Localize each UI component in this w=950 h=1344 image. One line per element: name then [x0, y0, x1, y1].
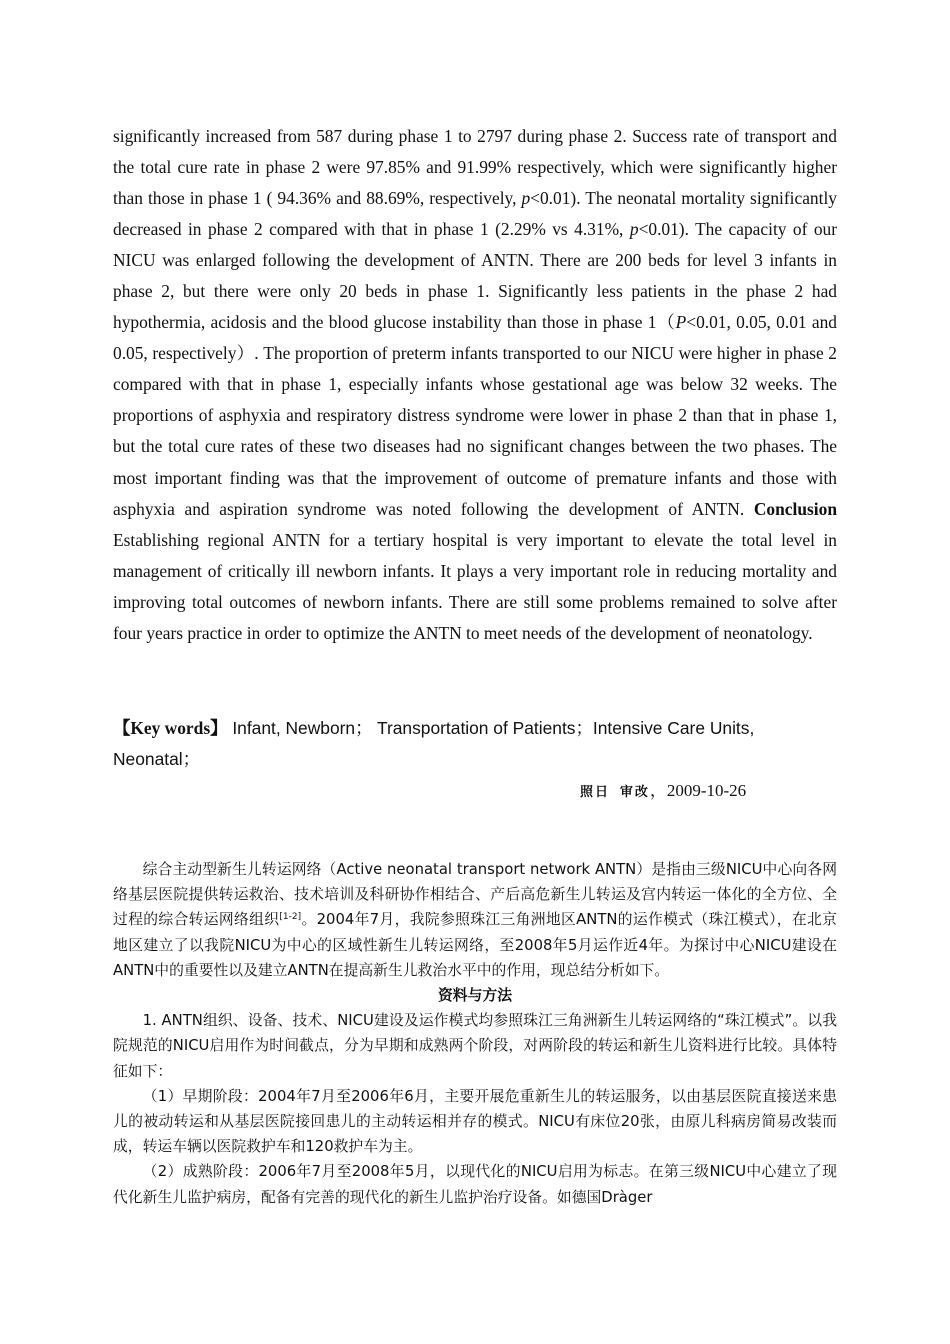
abstract-text-1: significantly increased from 587 during phase 1 to 2797 during phase 2. Success rate of transport and the total cure rate in phase 2 were 97.85% and 91.99% respectively, which were significantly higher than those in phase 1 ( 94.36% and 88.69%, respectively, — [113, 126, 837, 209]
section-heading: 资料与方法 — [438, 987, 512, 1005]
keywords-text: Infant, Newborn； Transportation of Patients；Intensive Care Units, Neonatal； — [113, 718, 755, 769]
abstract-text-2: <0.01). The neonatal mortality significantly decreased in phase 2 compared with that in phase 1 (2.29% vs 4.31%, — [113, 188, 837, 240]
chinese-body — [113, 857, 837, 1210]
p-value-italic: P — [675, 312, 687, 333]
abstract-paragraph — [113, 121, 837, 649]
abstract-text-3: <0.01). The capacity of our NICU was enlarged following the development of ANTN. There are 200 beds for level 3 infants in phase 2, but there were only 20 beds in phase 1. Significantly less patients in the phase 2 had hypothermia, acidosis and the blood glucose instability than those in phase 1（ — [113, 219, 838, 333]
p-value-italic: p — [521, 188, 531, 209]
conclusion-label: Conclusion — [753, 498, 837, 519]
p-value-italic: p — [629, 219, 639, 240]
review-note — [580, 776, 746, 801]
keywords-label: 【Key words】 — [113, 718, 228, 738]
intro-paragraph — [113, 857, 837, 983]
english-abstract — [113, 121, 837, 649]
method-item-1: 1. ANTN组织、设备、技术、NICU建设及运作模式均参照珠江三角洲新生儿转运网络的“珠江模式”。以我院规范的NICU启用作为时间截点，分为早期和成熟两个阶段，对两阶段的转运和新生儿资料进行比较。具体特征如下： — [113, 1012, 837, 1080]
keywords-line — [113, 713, 837, 775]
phase-1-paragraph: （1）早期阶段：2004年7月至2006年6月，主要开展危重新生儿的转运服务，以由基层医院直接送来患儿的被动转运和从基层医院接回患儿的主动转运相并存的模式。NICU有床位20张，由原儿科病房简易改装而成，转运车辆以医院救护车和120救护车为主。 — [113, 1087, 837, 1156]
review-date: ，2009-10-26 — [649, 781, 747, 800]
phase-2-paragraph: （2）成熟阶段：2006年7月至2008年5月，以现代化的NICU启用为标志。在第三级NICU中心建立了现代化新生儿监护病房，配备有完善的现代化的新生儿监护治疗设备。如德国Dràger — [113, 1163, 837, 1206]
intro-text-b: 。2004年7月，我院参照珠江三角洲地区ANTN的运作模式（珠江模式），在北京地区建立了以我院NICU为中心的区域性新生儿转运网络，至2008年5月运作近4年。为探讨中心NICU建设在ANTN中的重要性以及建立ANTN在提高新生儿救治水平中的作用，现总结分析如下。 — [113, 911, 837, 979]
conclusion-text: Establishing regional ANTN for a tertiary hospital is very important to elevate the total level in management of critically ill newborn infants. It plays a very important role in reducing mortality and improving total outcomes of newborn infants. There are still some problems remained to solve after four years practice in order to optimize the ANTN to meet needs of the development of neonatology. — [113, 529, 837, 643]
review-label: 照日 审改 — [580, 785, 650, 800]
citation-ref: [1-2] — [279, 912, 302, 923]
intro-text-a: 综合主动型新生儿转运网络（Active neonatal transport network ANTN）是指由三级NICU中心向各网络基层医院提供转运救治、技术培训及科研协作相结合、产后高危新生儿转运及宫内转运一体化的全方位、全过程的综合转运网络组织 — [113, 861, 837, 929]
abstract-text-4: <0.01, 0.05, 0.01 and 0.05, respectively）. The proportion of preterm infants transported to our NICU were higher in phase 2 compared with that in phase 1, especially infants whose gestational age was below 32 weeks. The proportions of asphyxia and respiratory distress syndrome were lower in phase 2 than that in phase 1, but the total cure rates of these two diseases had no significant changes between the two phases. The most important finding was that the improvement of outcome of premature infants and those with asphyxia and aspiration syndrome was noted following the development of ANTN. — [113, 312, 837, 519]
